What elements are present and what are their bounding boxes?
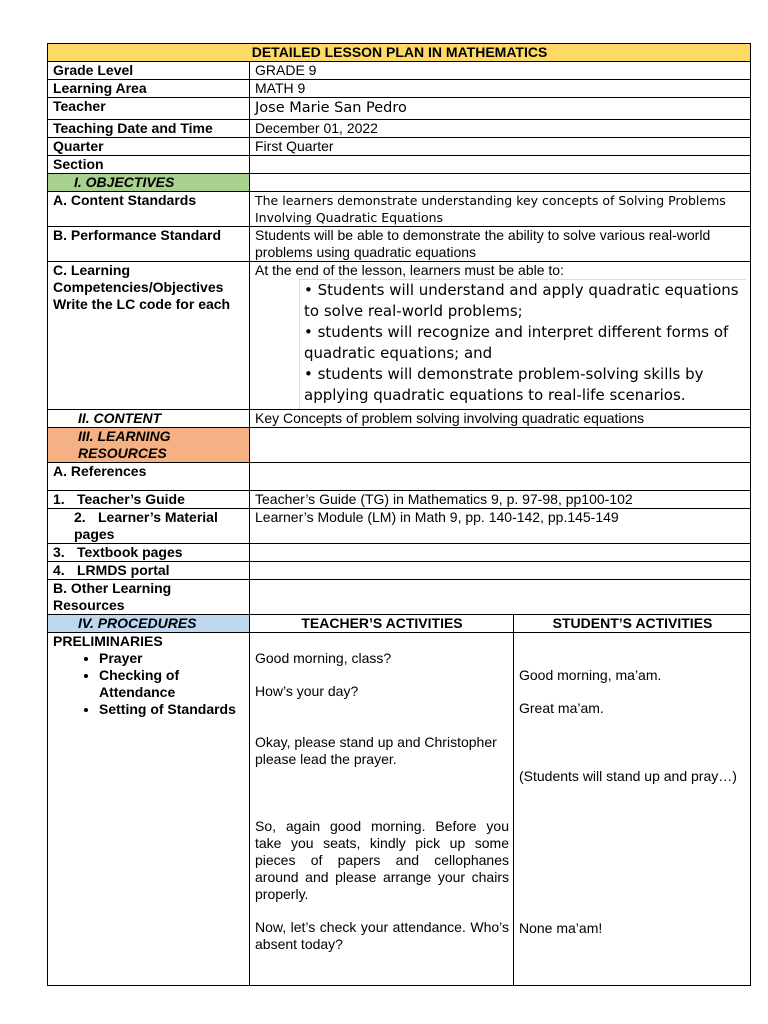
item-number: 4. <box>53 562 65 578</box>
competencies-intro: At the end of the lesson, learners must be able to: <box>255 262 564 278</box>
student-activities-cell <box>514 633 751 986</box>
lesson-plan-table <box>47 43 751 986</box>
item-number: 2. <box>74 509 86 525</box>
competencies-label: C. Learning Competencies/Objectives Write the LC code for each <box>48 262 250 410</box>
student-line: Good morning, ma’am. <box>519 667 662 683</box>
teacher-activities-cell <box>250 633 514 986</box>
teacher-line: Good morning, class? <box>255 650 392 666</box>
item-number: 1. <box>53 491 65 507</box>
content-standards-value: The learners demonstrate understanding key concepts of Solving Problems Involving Quadratic Equations <box>250 192 751 227</box>
teachers-guide-label <box>48 491 250 509</box>
section-label: Section <box>48 156 250 174</box>
teachers-guide-value: Teacher’s Guide (TG) in Mathematics 9, p. 97-98, pp100-102 <box>250 491 751 509</box>
competency-item: • students will demonstrate problem-solving skills by applying quadratic equations to real-life scenarios. <box>304 365 704 404</box>
learners-material-value: Learner’s Module (LM) in Math 9, pp. 140-142, pp.145-149 <box>250 509 751 544</box>
teacher-line: So, again good morning. Before you take you seats, kindly pick up some pieces of papers and cellophanes around and please arrange your chairs properly. <box>255 818 509 902</box>
objectives-heading-blank <box>250 174 751 192</box>
teacher-label: Teacher <box>48 98 250 120</box>
teacher-activities-header: TEACHER’S ACTIVITIES <box>250 615 514 633</box>
performance-standard-label <box>48 227 250 262</box>
textbook-pages-label <box>48 544 250 562</box>
resources-heading: III. LEARNING RESOURCES <box>48 428 250 463</box>
teaching-date-value: December 01, 2022 <box>250 120 751 138</box>
other-resources-value <box>250 580 751 615</box>
teacher-line: How’s your day? <box>255 683 359 699</box>
preliminaries-label: PRELIMINARIES <box>53 633 163 649</box>
grade-level-label: Grade Level <box>48 62 250 80</box>
competency-item: • Students will understand and apply quadratic equations to solve real-world problems; <box>304 281 739 320</box>
competencies-list <box>299 279 746 409</box>
preliminary-item: • Setting of Standards <box>99 701 245 718</box>
student-line: Great ma’am. <box>519 700 604 716</box>
references-blank <box>250 463 751 491</box>
preliminaries-cell <box>48 633 250 986</box>
other-resources-label: B. Other Learning Resources <box>48 580 250 615</box>
preliminary-item: • Prayer <box>99 650 245 667</box>
grade-level-value: GRADE 9 <box>250 62 751 80</box>
student-line: None ma’am! <box>519 920 603 936</box>
textbook-pages-value <box>250 544 751 562</box>
procedures-heading: IV. PROCEDURES <box>48 615 250 633</box>
item-label: Learner’s Material pages <box>74 509 218 542</box>
item-label: Teacher’s Guide <box>77 491 185 507</box>
lrmds-portal-value <box>250 562 751 580</box>
item-label: LRMDS portal <box>77 562 170 578</box>
performance-standard-value: Students will be able to demonstrate the ability to solve various real-world problems using quadratic equations <box>250 227 751 262</box>
teacher-line: Now, let’s check your attendance. Who’s absent today? <box>255 919 509 952</box>
teaching-date-label: Teaching Date and Time <box>48 120 250 138</box>
section-value <box>250 156 751 174</box>
student-line: (Students will stand up and pray…) <box>519 768 737 784</box>
competency-item: • students will recognize and interpret different forms of quadratic equations; and <box>304 323 729 362</box>
item-number: 3. <box>53 544 65 560</box>
learning-area-label: Learning Area <box>48 80 250 98</box>
learning-area-value: MATH 9 <box>250 80 751 98</box>
lrmds-portal-label <box>48 562 250 580</box>
teacher-line: Okay, please stand up and Christopher please lead the prayer. <box>255 734 497 767</box>
objectives-heading: I. OBJECTIVES <box>48 174 250 192</box>
content-value: Key Concepts of problem solving involving quadratic equations <box>250 410 751 428</box>
resources-heading-blank <box>250 428 751 463</box>
quarter-value: First Quarter <box>250 138 751 156</box>
references-label: A. References <box>48 463 250 491</box>
performance-standard-text: B. Performance Standard <box>53 227 222 243</box>
quarter-label: Quarter <box>48 138 250 156</box>
learners-material-label <box>48 509 250 544</box>
teacher-value: Jose Marie San Pedro <box>250 98 751 120</box>
student-activities-header: STUDENT’S ACTIVITIES <box>514 615 751 633</box>
content-heading: II. CONTENT <box>48 410 250 428</box>
item-label: Textbook pages <box>77 544 183 560</box>
document-title: DETAILED LESSON PLAN IN MATHEMATICS <box>48 44 751 62</box>
preliminaries-list <box>53 650 245 718</box>
preliminary-item: • Checking of Attendance <box>99 667 245 701</box>
competencies-cell <box>250 262 751 410</box>
content-standards-label: A. Content Standards <box>48 192 250 227</box>
